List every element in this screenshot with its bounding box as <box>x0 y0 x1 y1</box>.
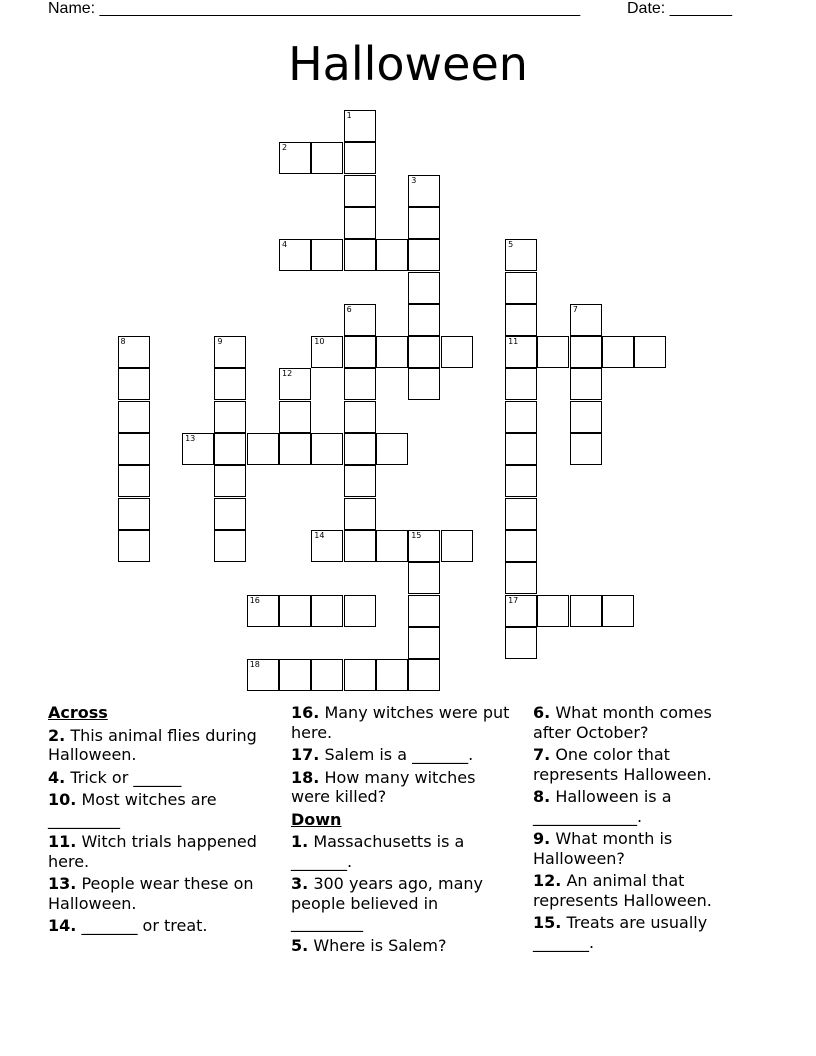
page-title: Halloween <box>288 37 528 91</box>
crossword-cell[interactable] <box>344 595 376 627</box>
crossword-cell[interactable] <box>441 336 473 368</box>
crossword-cell[interactable] <box>505 239 537 271</box>
crossword-cell[interactable] <box>408 659 440 691</box>
cell-number: 6 <box>346 304 352 314</box>
clue-across-4: 4. Trick or ______ <box>48 767 182 787</box>
clue-across-11: 11. Witch trials happened here. <box>48 832 257 871</box>
crossword-cell[interactable] <box>376 530 408 562</box>
cell-number: 10 <box>314 337 325 347</box>
crossword-cell[interactable] <box>214 465 246 497</box>
clue-down-8: 8. Halloween is a _____________. <box>533 787 672 826</box>
crossword-cell[interactable] <box>344 433 376 465</box>
crossword-cell[interactable] <box>408 175 440 207</box>
clue-down-15: 15. Treats are usually _______. <box>533 913 708 952</box>
crossword-cell[interactable] <box>505 562 537 594</box>
crossword-cell[interactable] <box>505 368 537 400</box>
crossword-cell[interactable] <box>602 595 634 627</box>
crossword-cell[interactable] <box>505 530 537 562</box>
crossword-cell[interactable] <box>311 142 343 174</box>
crossword-cell[interactable] <box>311 239 343 271</box>
crossword-cell[interactable] <box>408 368 440 400</box>
cell-number: 4 <box>282 240 288 250</box>
crossword-cell[interactable] <box>344 368 376 400</box>
crossword-cell[interactable] <box>311 336 343 368</box>
clue-column-1 <box>48 703 263 939</box>
crossword-cell[interactable] <box>279 401 311 433</box>
crossword-cell[interactable] <box>279 433 311 465</box>
crossword-cell[interactable] <box>505 336 537 368</box>
crossword-cell[interactable] <box>408 595 440 627</box>
crossword-cell[interactable] <box>408 304 440 336</box>
clue-down-1: 1. Massachusetts is a _______. <box>291 832 465 871</box>
crossword-cell[interactable] <box>311 433 343 465</box>
clue-across-16: 16. Many witches were put here. <box>291 703 510 742</box>
clue-across-10: 10. Most witches are _________ <box>48 790 217 829</box>
crossword-cell[interactable] <box>311 595 343 627</box>
crossword-cell[interactable] <box>505 627 537 659</box>
crossword-cell[interactable] <box>376 336 408 368</box>
clue-column-2 <box>291 703 511 958</box>
cell-number: 17 <box>508 595 519 605</box>
cell-number: 5 <box>508 240 514 250</box>
crossword-cell[interactable] <box>214 530 246 562</box>
crossword-cell[interactable] <box>344 401 376 433</box>
crossword-cell[interactable] <box>344 110 376 142</box>
cell-number: 16 <box>249 595 260 605</box>
crossword-cell[interactable] <box>118 433 150 465</box>
crossword-cell[interactable] <box>182 433 214 465</box>
crossword-cell[interactable] <box>247 433 279 465</box>
crossword-cell[interactable] <box>505 465 537 497</box>
crossword-cell[interactable] <box>505 401 537 433</box>
cell-number: 11 <box>508 337 519 347</box>
crossword-cell[interactable] <box>408 530 440 562</box>
crossword-cell[interactable] <box>214 336 246 368</box>
name-field: Name: ______________________________________________________ <box>48 0 581 17</box>
crossword-cell[interactable] <box>279 368 311 400</box>
clue-down-9: 9. What month is Halloween? <box>533 829 673 868</box>
crossword-cell[interactable] <box>602 336 634 368</box>
crossword-cell[interactable] <box>408 562 440 594</box>
crossword-cell[interactable] <box>344 239 376 271</box>
crossword-cell[interactable] <box>408 239 440 271</box>
crossword-cell[interactable] <box>408 272 440 304</box>
crossword-cell[interactable] <box>344 207 376 239</box>
clue-down-12: 12. An animal that represents Halloween. <box>533 871 712 910</box>
crossword-cell[interactable] <box>408 627 440 659</box>
clue-across-18: 18. How many witches were killed? <box>291 767 476 806</box>
crossword-cell[interactable] <box>279 239 311 271</box>
crossword-cell[interactable] <box>344 336 376 368</box>
clue-across-13: 13. People wear these on Halloween. <box>48 874 254 913</box>
clue-down-3: 3. 300 years ago, many people believed in _________ <box>291 874 483 932</box>
crossword-cell[interactable] <box>408 207 440 239</box>
clue-down-6: 6. What month comes after October? <box>533 703 712 742</box>
cell-number: 7 <box>572 304 578 314</box>
clue-across-2: 2. This animal flies during Halloween. <box>48 725 257 764</box>
cell-number: 9 <box>217 337 223 347</box>
clue-down-7: 7. One color that represents Halloween. <box>533 745 712 784</box>
crossword-cell[interactable] <box>118 465 150 497</box>
crossword-cell[interactable] <box>570 304 602 336</box>
crossword-cell[interactable] <box>214 498 246 530</box>
crossword-cell[interactable] <box>344 530 376 562</box>
cell-number: 8 <box>120 337 126 347</box>
crossword-cell[interactable] <box>344 659 376 691</box>
crossword-cell[interactable] <box>118 368 150 400</box>
crossword-cell[interactable] <box>570 433 602 465</box>
cell-number: 15 <box>411 530 422 540</box>
crossword-cell[interactable] <box>376 239 408 271</box>
crossword-cell[interactable] <box>247 595 279 627</box>
across-heading: Across <box>48 703 108 722</box>
crossword-cell[interactable] <box>344 142 376 174</box>
cell-number: 13 <box>185 434 196 443</box>
crossword-cell[interactable] <box>214 368 246 400</box>
crossword-cell[interactable] <box>505 304 537 336</box>
crossword-cell[interactable] <box>344 465 376 497</box>
crossword-cell[interactable] <box>505 595 537 627</box>
date-field: Date: _______ <box>627 0 732 17</box>
crossword-cell[interactable] <box>570 401 602 433</box>
cell-number: 3 <box>411 175 417 185</box>
crossword-cell[interactable] <box>634 336 666 368</box>
crossword-cell[interactable] <box>505 433 537 465</box>
crossword-cell[interactable] <box>118 498 150 530</box>
crossword-cell[interactable] <box>570 595 602 627</box>
cell-number: 18 <box>249 660 260 670</box>
crossword-cell[interactable] <box>376 433 408 465</box>
crossword-cell[interactable] <box>214 433 246 465</box>
clue-across-14: 14. _______ or treat. <box>48 916 208 935</box>
crossword-cell[interactable] <box>118 336 150 368</box>
down-heading: Down <box>291 809 342 829</box>
clue-down-5: 5. Where is Salem? <box>291 935 447 955</box>
crossword-cell[interactable] <box>570 368 602 400</box>
cell-number: 1 <box>346 111 352 120</box>
cell-number: 12 <box>282 369 293 379</box>
crossword-cell[interactable] <box>505 272 537 304</box>
crossword-cell[interactable] <box>344 304 376 336</box>
clue-across-17: 17. Salem is a _______. <box>291 745 474 764</box>
clue-column-3 <box>533 703 748 955</box>
crossword-cell[interactable] <box>537 595 569 627</box>
cell-number: 14 <box>314 530 325 540</box>
crossword-cell[interactable] <box>118 530 150 562</box>
crossword-cell[interactable] <box>408 336 440 368</box>
cell-number: 2 <box>282 143 288 153</box>
crossword-cell[interactable] <box>279 142 311 174</box>
crossword-cell[interactable] <box>441 530 473 562</box>
crossword-cell[interactable] <box>279 595 311 627</box>
crossword-cell[interactable] <box>570 336 602 368</box>
crossword-cell[interactable] <box>279 659 311 691</box>
crossword-cell[interactable] <box>344 175 376 207</box>
crossword-cell[interactable] <box>311 659 343 691</box>
crossword-cell[interactable] <box>118 401 150 433</box>
crossword-cell[interactable] <box>376 659 408 691</box>
crossword-cell[interactable] <box>537 336 569 368</box>
crossword-cell[interactable] <box>214 401 246 433</box>
crossword-cell[interactable] <box>311 530 343 562</box>
crossword-cell[interactable] <box>505 498 537 530</box>
crossword-cell[interactable] <box>344 498 376 530</box>
crossword-cell[interactable] <box>247 659 279 691</box>
